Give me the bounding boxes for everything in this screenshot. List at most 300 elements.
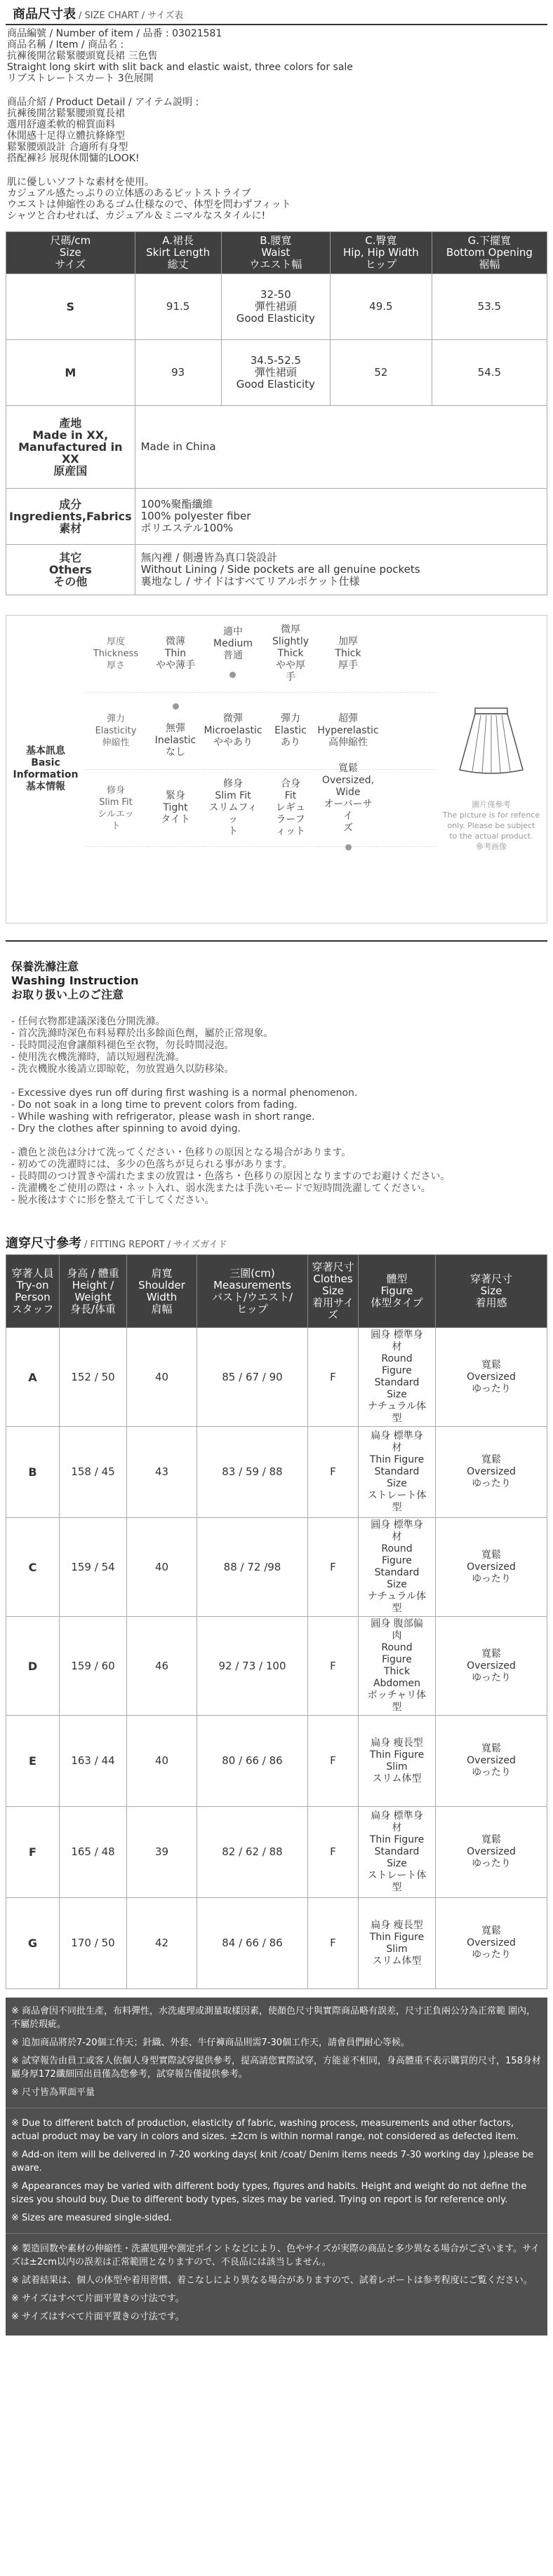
figure-line: Size — [387, 1389, 407, 1400]
basic-label-line: Information — [13, 769, 79, 780]
basic-label-line: 基本訊息 — [26, 745, 65, 757]
figure-line: 扁身 瘦長型 — [371, 1737, 423, 1749]
image-caption — [439, 799, 544, 852]
selected-dot-icon — [345, 844, 352, 850]
others-line: Without Lining / Side pockets are all genuine pockets — [140, 563, 420, 576]
fitting-heading — [6, 1233, 547, 1252]
header-line: Hip, Hip Width — [342, 246, 419, 259]
others-line: 無內裡 / 側邊皆為真口袋設計 — [140, 551, 278, 564]
measurements-value: 88 / 72 /98 — [197, 1518, 308, 1617]
fitting-title: 適穿尺寸參考 — [6, 1236, 81, 1251]
shoulder-value: 40 — [127, 1518, 197, 1617]
name-line: 彈力 — [106, 714, 125, 724]
size-row — [6, 274, 547, 340]
fitting-row — [6, 1328, 547, 1427]
clothes-size-header — [308, 1255, 359, 1328]
length-value: 93 — [135, 340, 221, 406]
figure-line: 圓身 標準身 — [371, 1519, 423, 1531]
caption-line: only. Please be subject — [447, 820, 535, 830]
fitting-subtitle: / FITTING REPORT / サイズガイド — [84, 1240, 227, 1250]
figure-line: 扁身 瘦長型 — [371, 1919, 423, 1931]
others-label — [6, 545, 135, 595]
washing-title — [11, 960, 542, 1002]
washing-item: - 濃色と淡色は分けて洗ってください・色移りの原因となる場合があります。 — [11, 1147, 352, 1158]
thickness-thick — [319, 616, 377, 693]
figure-line: Size — [387, 1858, 407, 1869]
figure-line: スリム体型 — [372, 1955, 422, 1967]
opt-line: 微薄 — [166, 636, 185, 647]
height-weight-header — [60, 1255, 127, 1328]
waist-line: 彈性裙頭 — [254, 300, 297, 313]
figure-line: 材 — [392, 1442, 402, 1453]
header-line: 肩寬 — [151, 1266, 173, 1280]
washing-item: - 初めての洗濯時には、多少の色落ちが見られる事があります。 — [11, 1159, 293, 1170]
figure-value — [359, 1518, 436, 1617]
feel-line: 寬鬆 — [481, 1925, 501, 1937]
figure-line: Figure — [382, 1365, 412, 1376]
header-line: Bottom Opening — [446, 246, 533, 259]
size-label: M — [6, 340, 135, 406]
fitting-row — [6, 1427, 547, 1518]
waist-line: 32-50 — [260, 288, 291, 301]
fabric-label-line: Ingredients,Fabrics — [9, 510, 132, 523]
opt-line: Wide — [335, 786, 361, 798]
height-weight-value: 158 / 45 — [60, 1427, 127, 1518]
size-table — [6, 231, 547, 595]
figure-line: Thin Figure — [369, 1931, 425, 1943]
others-line: 裏地なし / サイドはすべてリアルポケット仕様 — [140, 575, 360, 588]
name-line: ト — [111, 820, 121, 832]
opt-line: 高伸縮性 — [328, 737, 368, 748]
header-line: 体型タイプ — [371, 1296, 423, 1309]
others-value — [135, 545, 547, 595]
opt-line: ズ — [343, 822, 353, 834]
intro-line: 肌に優しいソフトな素材を使用。 — [7, 177, 154, 188]
height-weight-value: 152 / 50 — [60, 1328, 127, 1427]
height-weight-value: 159 / 54 — [60, 1518, 127, 1617]
fabric-label-line: 素材 — [59, 522, 82, 535]
name-line: 厚さ — [106, 660, 125, 671]
fabric-line: 100% polyester fiber — [140, 510, 251, 522]
fitting-header — [6, 1255, 547, 1328]
feel-line: ゆったり — [472, 1383, 511, 1395]
header-line: Weight — [74, 1290, 112, 1303]
basic-info-panel — [6, 615, 547, 923]
header-line: Person — [15, 1290, 51, 1303]
feel-line: ゆったり — [472, 1858, 511, 1869]
header-line: 三圍(cm) — [229, 1266, 275, 1280]
washing-item: - 長時間のつけ置きや濡れたままの放置は・色落ち・色移りの原因となりますのでお避けください。 — [11, 1171, 451, 1182]
measurements-value: 82 / 62 / 88 — [197, 1807, 308, 1898]
spacer — [377, 693, 436, 770]
opt-line: タイト — [161, 814, 190, 825]
header-line: 裾幅 — [479, 258, 500, 271]
header-line: 身高 / 體重 — [67, 1266, 119, 1280]
header-line: ウエスト幅 — [249, 258, 302, 271]
length-value: 91.5 — [135, 274, 221, 340]
header-line: 體型 — [386, 1273, 408, 1285]
basic-info-label — [6, 616, 85, 923]
shoulder-value: 39 — [127, 1807, 197, 1898]
origin-row — [6, 406, 547, 489]
opt-line: 微彈 — [223, 713, 243, 724]
figure-line: ストレート体 — [367, 1870, 427, 1881]
note-item: ※ Due to different batch of production, elasticity of fabric, washing process, measurements and other factors, actual product may be vary in colors and sizes. ±2cm is within normal range, not considered as defected item. — [11, 2118, 519, 2142]
clothes-size-value: F — [308, 1518, 359, 1617]
person-label: C — [6, 1518, 60, 1617]
header-line: Waist — [261, 246, 291, 259]
figure-line: Abdomen — [373, 1678, 421, 1689]
intro-line: ウエストは伸縮性のあるゴム仕様なので、体型を問わずフィット — [7, 199, 291, 210]
name-line: 修身 — [106, 785, 125, 796]
name-line: Elasticity — [95, 726, 137, 736]
clothes-size-value: F — [308, 1807, 359, 1898]
washing-list — [11, 1016, 542, 1207]
note-item: ※ サイズはすべて片面平置きの寸法です。 — [11, 2312, 185, 2322]
waist-value — [221, 274, 330, 340]
opt-line: Oversized, — [321, 774, 375, 786]
fit-feel-value — [436, 1617, 547, 1716]
size-chart-title: 商品尺寸表 — [13, 7, 76, 22]
clothes-size-value: F — [308, 1716, 359, 1807]
fit-feel-value — [436, 1716, 547, 1807]
fit-slim — [204, 770, 262, 847]
opt-line: Thin — [164, 648, 187, 659]
hip-value: 52 — [331, 340, 432, 406]
header-line: G.下擺寬 — [467, 234, 512, 247]
elasticity-inelastic — [147, 693, 204, 770]
waist-line: Good Elasticity — [236, 378, 315, 391]
fitting-row — [6, 1518, 547, 1617]
washing-title-line: Washing Instruction — [11, 974, 139, 987]
opt-line: ト — [228, 826, 238, 837]
opt-line: Hyperelastic — [317, 725, 379, 736]
feel-line: 寬鬆 — [481, 1359, 501, 1371]
elasticity-micro — [204, 693, 262, 770]
caption-line: 圖片僅參考 — [472, 799, 511, 809]
shoulder-value: 43 — [127, 1427, 197, 1518]
washing-item: - 長時間浸泡會讓顏料褪色至衣物，勿長時間浸泡。 — [11, 1040, 234, 1051]
size-row — [6, 340, 547, 406]
figure-line: Thin Figure — [369, 1834, 425, 1845]
header-line: 尺碼/cm — [50, 234, 91, 247]
header-line: Clothes — [313, 1273, 353, 1285]
header-line: A.裙長 — [162, 234, 194, 247]
header-line: 着用感 — [475, 1296, 507, 1309]
clothes-size-value: F — [308, 1898, 359, 1989]
opt-line: Slightly — [272, 636, 309, 647]
figure-line: Standard — [374, 1567, 420, 1578]
opt-line: ラーフ — [276, 814, 305, 825]
fitting-table — [6, 1254, 547, 1989]
fit-feel-value — [436, 1427, 547, 1518]
feel-line: 寬鬆 — [481, 1454, 501, 1465]
origin-label-line: Manufactured in — [18, 440, 123, 454]
figure-line: ボッチャリ体 — [367, 1690, 427, 1701]
opt-line: 適中 — [222, 626, 243, 637]
intro-line: 抗褲後開岔鬆緊腰頭寬長裙 — [7, 108, 125, 119]
opt-line: 厚手 — [338, 660, 358, 671]
note-item: ※ 試穿報告由員工或客人依個人身型實際試穿提供參考，提高請您實際試穿，方能並不相同，身高體重不表示購買的尺寸，158身材屬身厚172纖細回出員僅為您參考，試穿報告僅提供參考。 — [11, 2056, 541, 2080]
header-line: バスト/ウエスト/ — [211, 1290, 293, 1303]
intro-line: Straight long skirt with slit back and elastic waist, three colors for sale — [7, 62, 353, 73]
figure-line: Standard — [374, 1846, 420, 1857]
fit-label — [85, 770, 147, 847]
shoulder-value: 40 — [127, 1716, 197, 1807]
opt-line: ィット — [276, 826, 305, 837]
figure-value — [359, 1427, 436, 1518]
figure-line: 型 — [392, 1413, 402, 1424]
note-item: ※ 商品會因不同批生產，布料彈性，水洗處理或測量取樣因素，使顏色尺寸與實際商品略有誤差，尺寸正負兩公分為正常範 圍內，不屬於瑕疵。 — [11, 2006, 536, 2030]
intro-line: 商品編號 / Number of item / 品番 : 03021581 — [7, 28, 222, 39]
feel-line: 寬鬆 — [481, 1743, 501, 1754]
fitting-row — [6, 1898, 547, 1989]
person-label: A — [6, 1328, 60, 1427]
fit-oversized — [319, 762, 377, 847]
figure-line: Figure — [382, 1654, 412, 1665]
washing-item: - 首次洗滌時深色布料易釋於出多餘面色劑，屬於正常現象。 — [11, 1028, 274, 1039]
figure-line: Thin Figure — [369, 1749, 425, 1761]
origin-label — [6, 406, 135, 489]
figure-line: 型 — [392, 1702, 402, 1713]
fabric-line: 100%聚酯纖維 — [140, 498, 213, 510]
measurements-value: 84 / 66 / 86 — [197, 1898, 308, 1989]
figure-line: 肉 — [392, 1630, 402, 1641]
figure-line: 扁身 標準身 — [371, 1430, 423, 1442]
note-item: ※ サイズはすべて片面平置きの寸法です。 — [11, 2293, 185, 2304]
header-line: Size — [322, 1284, 344, 1297]
name-line: シルエッ — [98, 808, 134, 820]
height-weight-value: 163 / 44 — [60, 1716, 127, 1807]
fit-feel-value — [436, 1518, 547, 1617]
feel-line: ゆったり — [472, 1478, 511, 1489]
spacer — [377, 616, 436, 693]
opt-line: 無彈 — [166, 723, 185, 734]
size-chart-heading — [6, 0, 547, 25]
caption-line: 參考画像 — [476, 841, 507, 851]
fabric-label-line: 成分 — [59, 498, 82, 511]
opt-line: なし — [166, 747, 185, 758]
fabric-line: ポリエステル100% — [140, 522, 234, 534]
waist-line: 彈性裙頭 — [254, 366, 297, 379]
skirt-illustration-icon — [439, 687, 544, 792]
selected-dot-icon — [229, 672, 236, 678]
caption-line: to the actual product. — [449, 831, 533, 841]
opt-line: 緊身 — [165, 790, 185, 801]
elasticity-hyper — [319, 693, 377, 770]
note-item: ※ Sizes are measured single-sided. — [11, 2213, 173, 2223]
figure-line: Standard — [374, 1377, 420, 1388]
waist-header — [221, 232, 330, 274]
figure-line: スリム体型 — [372, 1772, 422, 1784]
header-line: ヒップ — [365, 258, 397, 271]
opt-line: Thick — [277, 648, 304, 659]
figure-line: 材 — [392, 1341, 402, 1353]
feel-line: Oversized — [467, 1371, 516, 1383]
header-line: 身長/体重 — [69, 1302, 116, 1315]
feel-line: 寬鬆 — [481, 1648, 501, 1660]
intro-line: カジュアル感たっぷりの立体感のあるピットストライブ — [7, 188, 251, 199]
size-header — [6, 232, 135, 274]
opt-line: あり — [281, 737, 300, 748]
figure-value — [359, 1328, 436, 1427]
waist-line: Good Elasticity — [236, 312, 315, 325]
header-line: Figure — [380, 1284, 413, 1297]
fit-feel-value — [436, 1328, 547, 1427]
header-line: スタッフ — [11, 1302, 54, 1315]
note-item: ※ 尺寸皆為單面平量 — [11, 2087, 95, 2098]
notes-divider — [6, 2233, 547, 2234]
header-line: B.腰寬 — [260, 234, 292, 247]
size-label: S — [6, 274, 135, 340]
elasticity-elastic — [262, 693, 319, 770]
washing-item: - Do not soak in a long time to prevent colors from fading. — [11, 1099, 298, 1111]
washing-item: - 洗濯機をご使用の際は・ネット入れ、弱水洗または手洗いモードで短時間洗濯してください。 — [11, 1183, 431, 1194]
figure-line: ストレート体 — [367, 1490, 427, 1501]
measurements-value: 92 / 73 / 100 — [197, 1617, 308, 1716]
feel-line: Oversized — [467, 1660, 516, 1672]
figure-line: Round — [381, 1353, 413, 1364]
name-line: Slim Fit — [99, 796, 133, 808]
opt-line: Tight — [163, 802, 188, 813]
opt-line: 手 — [286, 672, 295, 683]
intro-line: 搭配褲衫 展現休閒慵的LOOK! — [7, 153, 140, 164]
header-line: Width — [146, 1290, 178, 1303]
fit-tight — [147, 770, 204, 847]
basic-label-line: 基本情報 — [26, 781, 65, 792]
height-weight-value: 170 / 50 — [60, 1898, 127, 1989]
figure-header — [359, 1255, 436, 1328]
selected-dot-icon — [173, 703, 179, 710]
spacer — [377, 770, 436, 847]
washing-item: - 洗衣機脫水後請立即晾乾，勿放置過久以防移染。 — [11, 1064, 234, 1075]
header-line: サイズ — [55, 258, 86, 271]
note-item: ※ Add-on item will be delivered in 7-20 working days( knit /coat/ Denim items needs 7-30 working day ),please be aware. — [11, 2150, 534, 2174]
shoulder-value: 46 — [127, 1617, 197, 1716]
opt-line: オーバーサイ — [324, 798, 373, 822]
opt-line: 普通 — [222, 650, 243, 661]
figure-line: Figure — [382, 1555, 412, 1566]
name-line: 伸縮性 — [102, 738, 130, 748]
notes-panel — [6, 1998, 547, 2336]
fit-feel-value — [436, 1898, 547, 1989]
intro-line: 商品介紹 / Product Detail / アイテム説明 : — [7, 97, 199, 108]
bottom-header — [432, 232, 547, 274]
feel-line: 寬鬆 — [481, 1834, 501, 1845]
figure-line: 材 — [392, 1531, 402, 1543]
opt-line: Medium — [213, 638, 253, 649]
note-item: ※ 試着結果は、個人の体型や着用習慣、着こなしにより異なる場合がありますので、試着レポートは参考程度にご覧ください。 — [11, 2275, 533, 2286]
figure-value — [359, 1617, 436, 1716]
washing-item: - Dry the clothes after spinning to avoid dying. — [11, 1123, 241, 1134]
name-line: 厚度 — [106, 637, 125, 647]
thickness-medium — [204, 616, 262, 693]
measurements-value: 83 / 59 / 88 — [197, 1427, 308, 1518]
opt-line: スリムフィッ — [208, 802, 258, 825]
header-line: 肩幅 — [151, 1302, 173, 1315]
opt-line: レギュ — [276, 802, 305, 813]
bottom-value: 54.5 — [432, 340, 547, 406]
fabric-label — [6, 489, 135, 545]
feel-line: ゆったり — [472, 1573, 511, 1585]
person-header — [6, 1255, 60, 1328]
figure-line: 材 — [392, 1822, 402, 1833]
header-line: ズ — [327, 1308, 338, 1321]
opt-line: Inelastic — [154, 735, 196, 746]
header-line: 総丈 — [167, 258, 189, 271]
figure-value — [359, 1807, 436, 1898]
shoulder-header — [127, 1255, 197, 1328]
intro-line: 鬆緊腰頭設計 合適所有身型 — [7, 142, 128, 153]
washing-item: - 脱水後はすぐに形を整えて干してください。 — [11, 1195, 215, 1206]
opt-line: Fit — [284, 790, 297, 801]
intro-line: 抗褲後開岔鬆緊腰頭寬長裙 三色售 — [7, 50, 158, 62]
name-line: Thickness — [93, 649, 139, 659]
figure-value — [359, 1898, 436, 1989]
origin-label-line: 原産国 — [53, 464, 88, 477]
size-chart-subtitle: / SIZE CHART / サイズ表 — [79, 11, 184, 21]
fit-feel-value — [436, 1807, 547, 1898]
skirt-image-box — [436, 616, 547, 923]
header-line: Shoulder — [138, 1278, 185, 1292]
thickness-label — [85, 616, 147, 693]
opt-line: Microelastic — [204, 725, 262, 736]
opt-line: やや薄手 — [156, 660, 195, 671]
note-item: ※ 製造回数や素材の伸縮性・洗濯処理や測定ポイントなどにより、色やサイズが実際の商品と多少異なる場合がございます。サイズは±2cm以内の誤差は正常範囲となりますので、不良品には該当しません。 — [11, 2244, 540, 2267]
figure-line: Size — [387, 1478, 407, 1489]
waist-value — [221, 340, 330, 406]
shoulder-value: 40 — [127, 1328, 197, 1427]
opt-line: 彈力 — [281, 713, 300, 724]
opt-line: Thick — [335, 648, 361, 659]
header-line: 着用サイ — [312, 1296, 354, 1309]
opt-line: Slim Fit — [215, 790, 251, 801]
figure-line: 扁身 標準身 — [371, 1810, 423, 1822]
fit-regular — [262, 770, 319, 847]
others-label-line: その他 — [53, 575, 88, 588]
feel-line: Oversized — [467, 1561, 516, 1573]
basic-info-grid — [85, 616, 436, 923]
header-line: 穿著尺寸 — [469, 1273, 512, 1285]
measurements-value: 85 / 67 / 90 — [197, 1328, 308, 1427]
feel-line: Oversized — [467, 1755, 516, 1766]
washing-item: - 使用洗衣機洗滌時，請以短週程洗滌。 — [11, 1052, 185, 1063]
length-header — [135, 232, 221, 274]
shoulder-value: 42 — [127, 1898, 197, 1989]
figure-line: 型 — [392, 1603, 402, 1614]
person-label: B — [6, 1427, 60, 1518]
intro-line: 選用舒適柔軟的棉質面料 — [7, 119, 115, 130]
feel-line: Oversized — [467, 1846, 516, 1857]
intro-line: シャツと合わせれば、カジュアル＆ミニマルなスタイルに! — [7, 210, 266, 222]
feel-line: ゆったり — [472, 1672, 511, 1683]
header-line: ヒップ — [236, 1302, 268, 1315]
header-line: 穿著尺寸 — [312, 1261, 354, 1273]
feel-line: 寬鬆 — [481, 1549, 501, 1561]
figure-line: Slim — [386, 1761, 408, 1772]
figure-value — [359, 1716, 436, 1807]
height-weight-value: 165 / 48 — [60, 1807, 127, 1898]
opt-line: ややあり — [213, 737, 253, 748]
header-line: Measurements — [213, 1278, 291, 1292]
figure-line: 型 — [392, 1882, 402, 1893]
feel-line: Oversized — [467, 1466, 516, 1477]
figure-line: Round — [381, 1642, 413, 1653]
figure-line: 型 — [392, 1502, 402, 1513]
size-table-header — [6, 232, 547, 274]
others-label-line: Others — [48, 563, 92, 576]
figure-line: Thin Figure — [369, 1454, 425, 1465]
